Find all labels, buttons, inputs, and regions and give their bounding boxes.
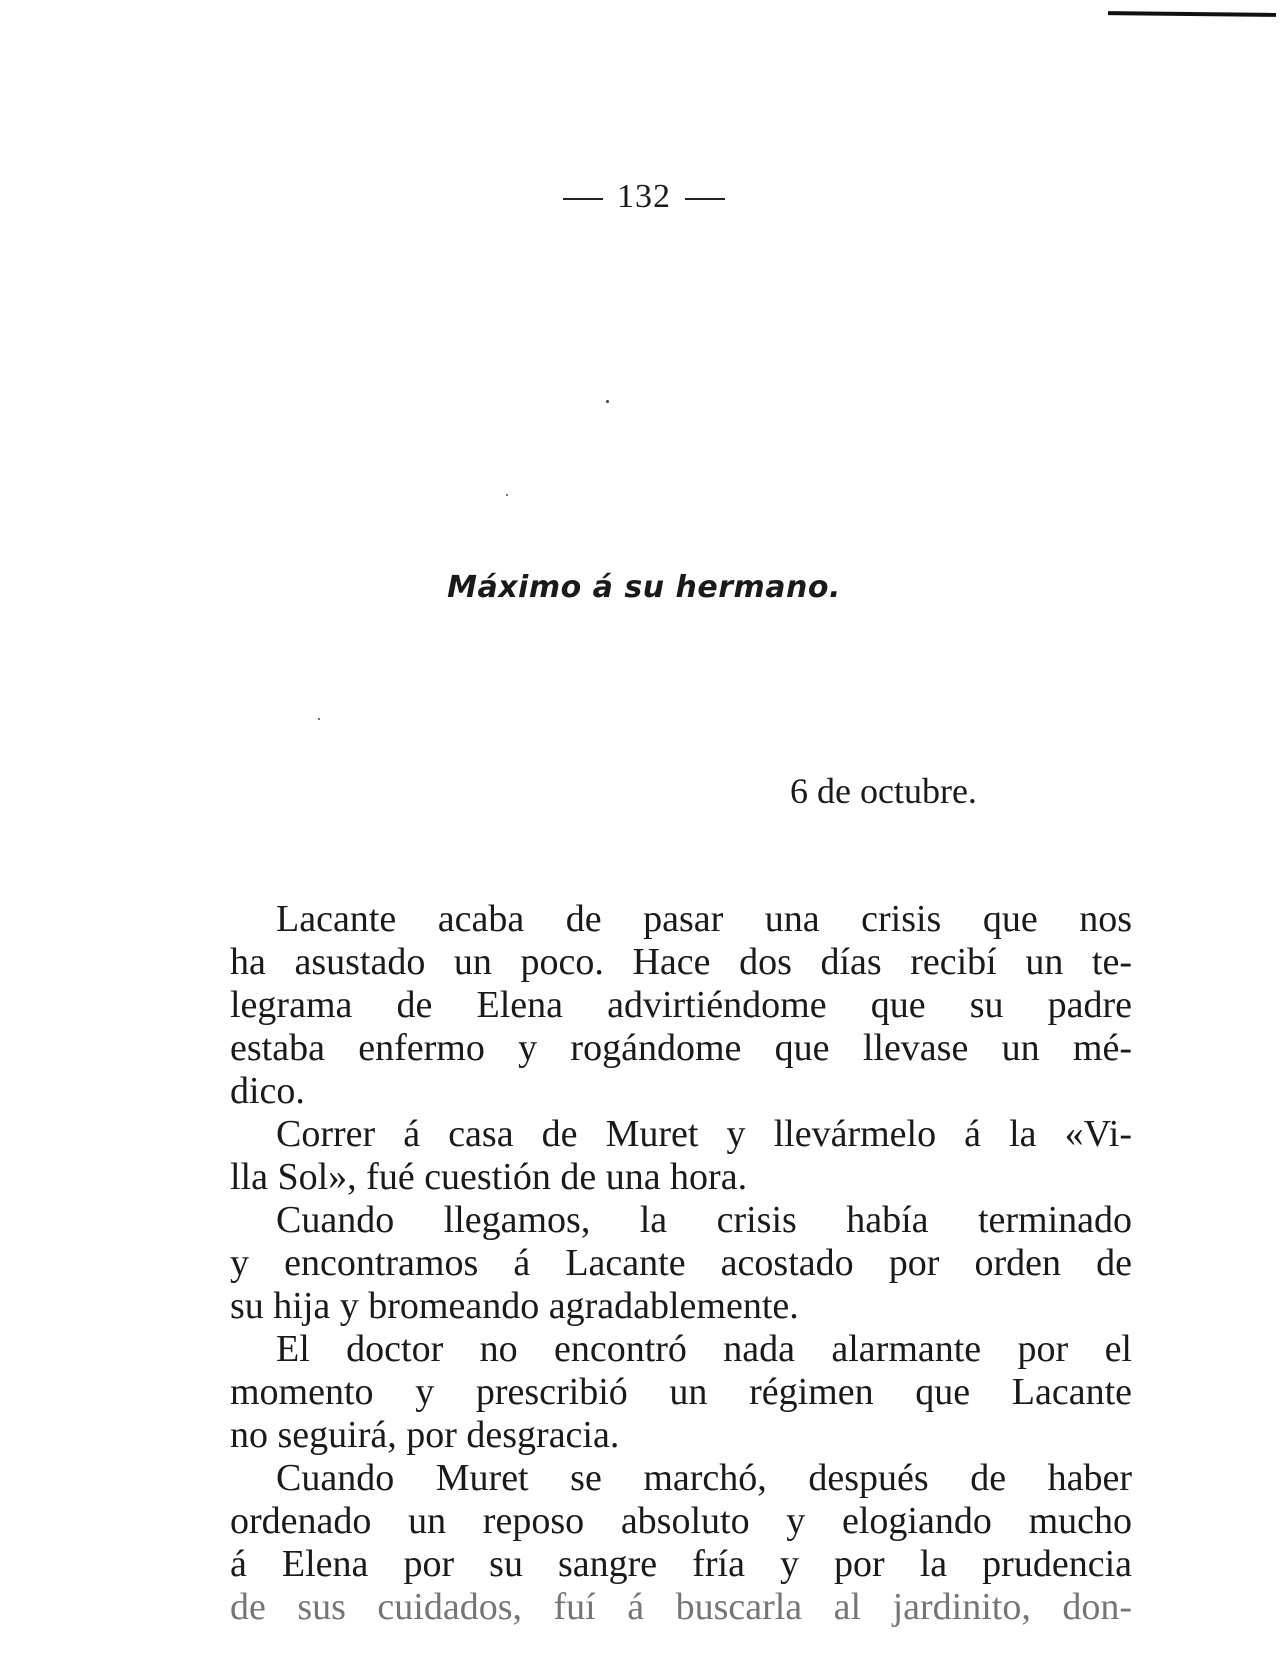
body-line: no seguirá, por desgracia. xyxy=(230,1414,620,1456)
print-speck xyxy=(318,718,320,720)
page-number-value: 132 xyxy=(617,178,671,215)
body-line: El doctor no encontró nada alarmante por el xyxy=(276,1328,1132,1370)
body-line: momento y prescribió un régimen que Lacante xyxy=(230,1371,1132,1413)
body-line: y encontramos á Lacante acostado por orden de xyxy=(230,1242,1132,1284)
page-number-dash-left xyxy=(563,198,603,200)
top-edge-rule xyxy=(1108,11,1276,17)
body-line: Cuando llegamos, la crisis había terminado xyxy=(276,1199,1132,1241)
body-line: su hija y bromeando agradablemente. xyxy=(230,1285,799,1327)
body-line: estaba enfermo y rogándome que llevase un mé- xyxy=(230,1027,1132,1069)
body-line: Lacante acaba de pasar una crisis que nos xyxy=(276,898,1132,940)
body-line: ha asustado un poco. Hace dos días recibí un te- xyxy=(230,941,1132,983)
print-speck xyxy=(506,494,508,496)
page-number xyxy=(0,178,1288,216)
body-line: Correr á casa de Muret y llevármelo á la «Vi- xyxy=(276,1113,1132,1155)
letter-body xyxy=(230,898,1132,1629)
body-line: á Elena por su sangre fría y por la prudencia xyxy=(230,1543,1132,1585)
body-line: de sus cuidados, fuí á buscarla al jardinito, don- xyxy=(230,1586,1132,1628)
body-line: Cuando Muret se marchó, después de haber xyxy=(276,1457,1132,1499)
print-speck xyxy=(606,400,609,403)
body-line: dico. xyxy=(230,1070,305,1112)
body-line: lla Sol», fué cuestión de una hora. xyxy=(230,1156,748,1198)
letter-heading: Máximo á su hermano. xyxy=(447,570,841,605)
body-line: ordenado un reposo absoluto y elogiando mucho xyxy=(230,1500,1132,1542)
page-number-dash-right xyxy=(685,198,725,200)
letter-date: 6 de octubre. xyxy=(790,771,977,811)
body-line: legrama de Elena advirtiéndome que su padre xyxy=(230,984,1132,1026)
